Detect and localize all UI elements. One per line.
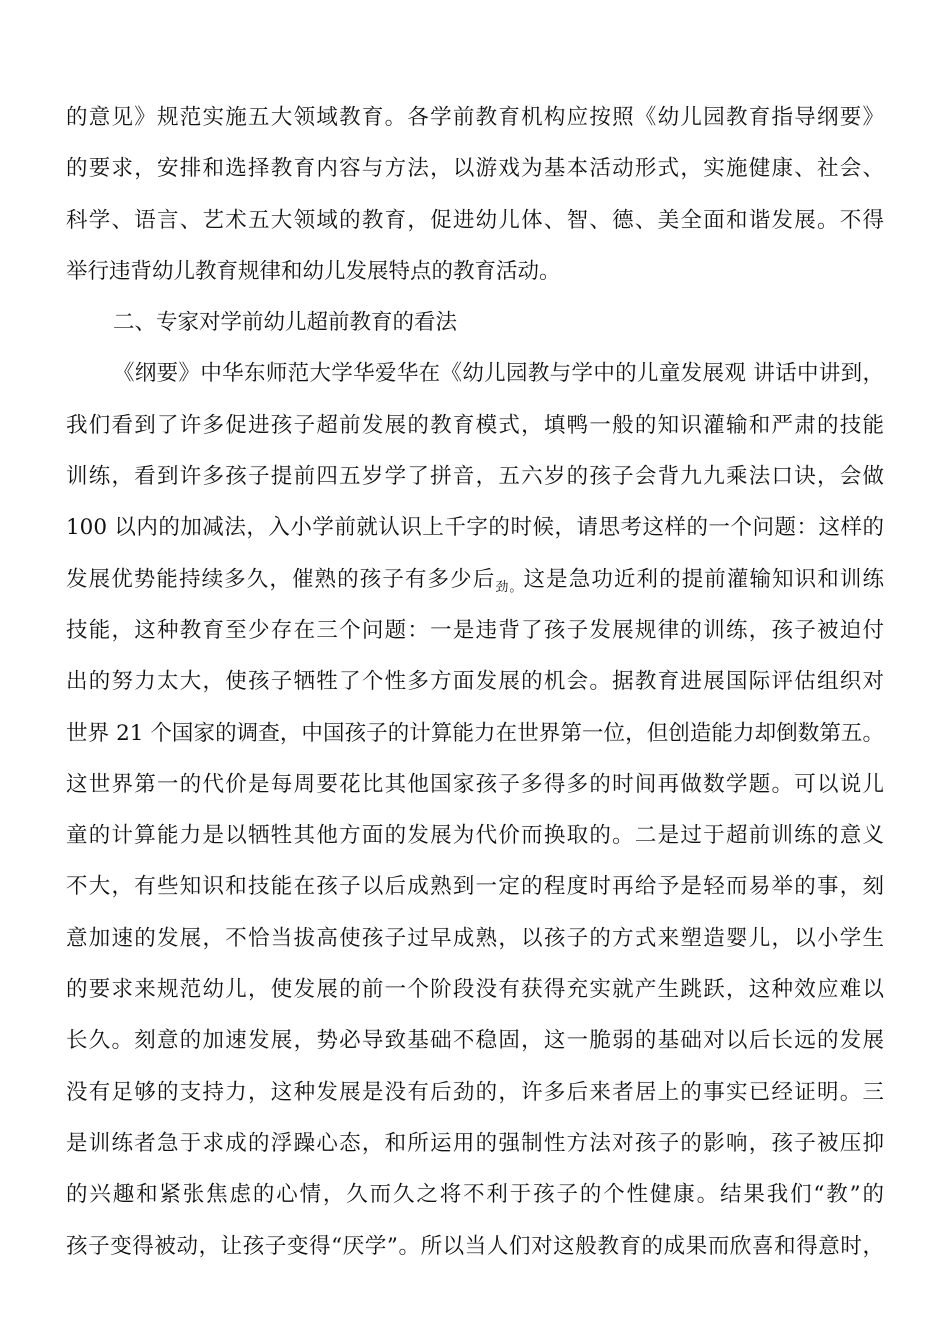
paragraph-line: 不大，有些知识和技能在孩子以后成熟到一定的程度时再给予是轻而易举的事，刻: [66, 874, 884, 900]
paragraph-line: 的兴趣和紧张焦虑的心情，久而久之将不利于孩子的个性健康。结果我们“教”的: [66, 1182, 884, 1208]
line-segment: 发展优势能持续多久，催熟的孩子有多少后: [66, 566, 496, 592]
subscript-text: 劲。: [495, 579, 524, 595]
paragraph-line: 的意见》规范实施五大领域教育。各学前教育机构应按照《幼儿园教育指导纲要》: [66, 105, 884, 130]
paragraph-line: 孩子变得被动，让孩子变得“厌学”。所以当人们对这般教育的成果而欣喜和得意时，: [66, 1233, 884, 1259]
paragraph-line: 意加速的发展，不恰当拔高使孩子过早成熟，以孩子的方式来塑造婴儿，以小学生: [66, 925, 884, 951]
paragraph-line: 《纲要》中华东师范大学华爱华在《幼儿园教与学中的儿童发展观 讲话中讲到，: [113, 361, 884, 387]
paragraph-line: 长久。刻意的加速发展，势必导致基础不稳固，这一脆弱的基础对以后长远的发展: [66, 1028, 884, 1054]
paragraph-line: 100 以内的加减法，入小学前就认识上千字的时候，请思考这样的一个问题：这样的: [66, 515, 884, 541]
section-heading: 二、专家对学前幼儿超前教育的看法: [113, 310, 458, 336]
paragraph-line: 举行违背幼儿教育规律和幼儿发展特点的教育活动。: [66, 258, 561, 284]
paragraph-line: 出的努力太大，使孩子牺牲了个性多方面发展的机会。据教育进展国际评估组织对: [66, 669, 884, 695]
paragraph-line: 童的计算能力是以牺牲其他方面的发展为代价而换取的。二是过于超前训练的意义: [66, 823, 884, 849]
paragraph-line: 是训练者急于求成的浮躁心态，和所运用的强制性方法对孩子的影响，孩子被压抑: [66, 1130, 884, 1156]
paragraph-line-with-subscript: [66, 554, 884, 605]
paragraph-line: 技能，这种教育至少存在三个问题：一是违背了孩子发展规律的训练，孩子被迫付: [66, 617, 884, 643]
line-segment: 这是急功近利的提前灌输知识和训练: [523, 566, 884, 592]
paragraph-line: 这世界第一的代价是每周要花比其他国家孩子多得多的时间再做数学题。可以说儿: [66, 771, 884, 797]
paragraph-line: 科学、语言、艺术五大领域的教育，促进幼儿体、智、德、美全面和谐发展。不得: [66, 207, 884, 233]
paragraph-line: 我们看到了许多促进孩子超前发展的教育模式，填鸭一般的知识灌输和严肃的技能: [66, 412, 884, 438]
paragraph-line: 的要求来规范幼儿，使发展的前一个阶段没有获得充实就产生跳跃，这种效应难以: [66, 977, 884, 1003]
paragraph-line: 世界 21 个国家的调查，中国孩子的计算能力在世界第一位，但创造能力却倒数第五。: [66, 720, 884, 746]
paragraph-line: 的要求，安排和选择教育内容与方法，以游戏为基本活动形式，实施健康、社会、: [66, 156, 884, 182]
paragraph-line: 训练，看到许多孩子提前四五岁学了拼音，五六岁的孩子会背九九乘法口诀，会做: [66, 464, 884, 490]
document-body: [66, 92, 884, 1272]
paragraph-line: 没有足够的支持力，这种发展是没有后劲的，许多后来者居上的事实已经证明。三: [66, 1079, 884, 1105]
